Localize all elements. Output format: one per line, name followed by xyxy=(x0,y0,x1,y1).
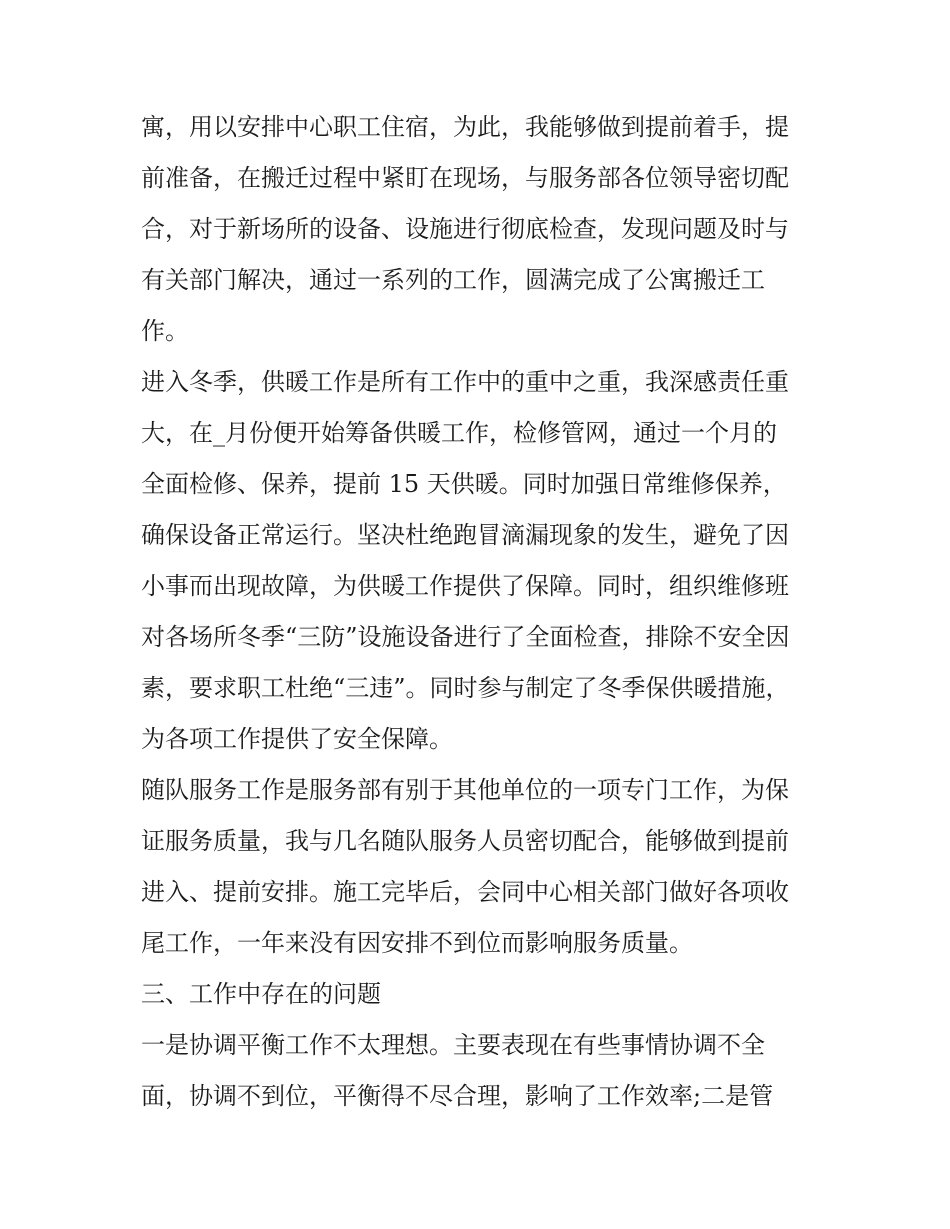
text-line: 随队服务工作是服务部有别于其他单位的一项专门工作，为保 xyxy=(141,776,789,804)
text-line: 对各场所冬季“三防”设施设备进行了全面检查，排除不安全因 xyxy=(141,623,790,651)
text-line: 作。 xyxy=(141,317,189,345)
text-line: 进入冬季，供暖工作是所有工作中的重中之重，我深感责任重 xyxy=(141,368,789,396)
text-line: 寓，用以安排中心职工住宿，为此，我能够做到提前着手，提 xyxy=(141,113,789,141)
section-heading: 三、工作中存在的问题 xyxy=(141,980,381,1008)
text-line: 前准备，在搬迁过程中紧盯在现场，与服务部各位领导密切配 xyxy=(141,164,789,192)
text-line: 全面检修、保养，提前 15 天供暖。同时加强日常维修保养， xyxy=(141,470,787,498)
text-line: 小事而出现故障，为供暖工作提供了保障。同时，组织维修班 xyxy=(141,572,789,600)
text-line: 有关部门解决，通过一系列的工作，圆满完成了公寓搬迁工 xyxy=(141,266,765,294)
text-line: 大，在_月份便开始筹备供暖工作，检修管网，通过一个月的 xyxy=(141,419,777,447)
text-line: 确保设备正常运行。坚决杜绝跑冒滴漏现象的发生，避免了因 xyxy=(141,521,789,549)
text-line: 证服务质量，我与几名随队服务人员密切配合，能够做到提前 xyxy=(141,827,789,855)
text-line: 进入、提前安排。施工完毕后，会同中心相关部门做好各项收 xyxy=(141,878,789,906)
text-line: 一是协调平衡工作不太理想。主要表现在有些事情协调不全 xyxy=(141,1031,765,1059)
text-line: 面，协调不到位，平衡得不尽合理，影响了工作效率;二是管 xyxy=(141,1082,774,1110)
text-line: 尾工作，一年来没有因安排不到位而影响服务质量。 xyxy=(141,929,693,957)
text-line: 合，对于新场所的设备、设施进行彻底检查，发现问题及时与 xyxy=(141,215,789,243)
text-line: 素，要求职工杜绝“三违”。同时参与制定了冬季保供暖措施， xyxy=(141,674,790,702)
text-line: 为各项工作提供了安全保障。 xyxy=(141,725,453,753)
